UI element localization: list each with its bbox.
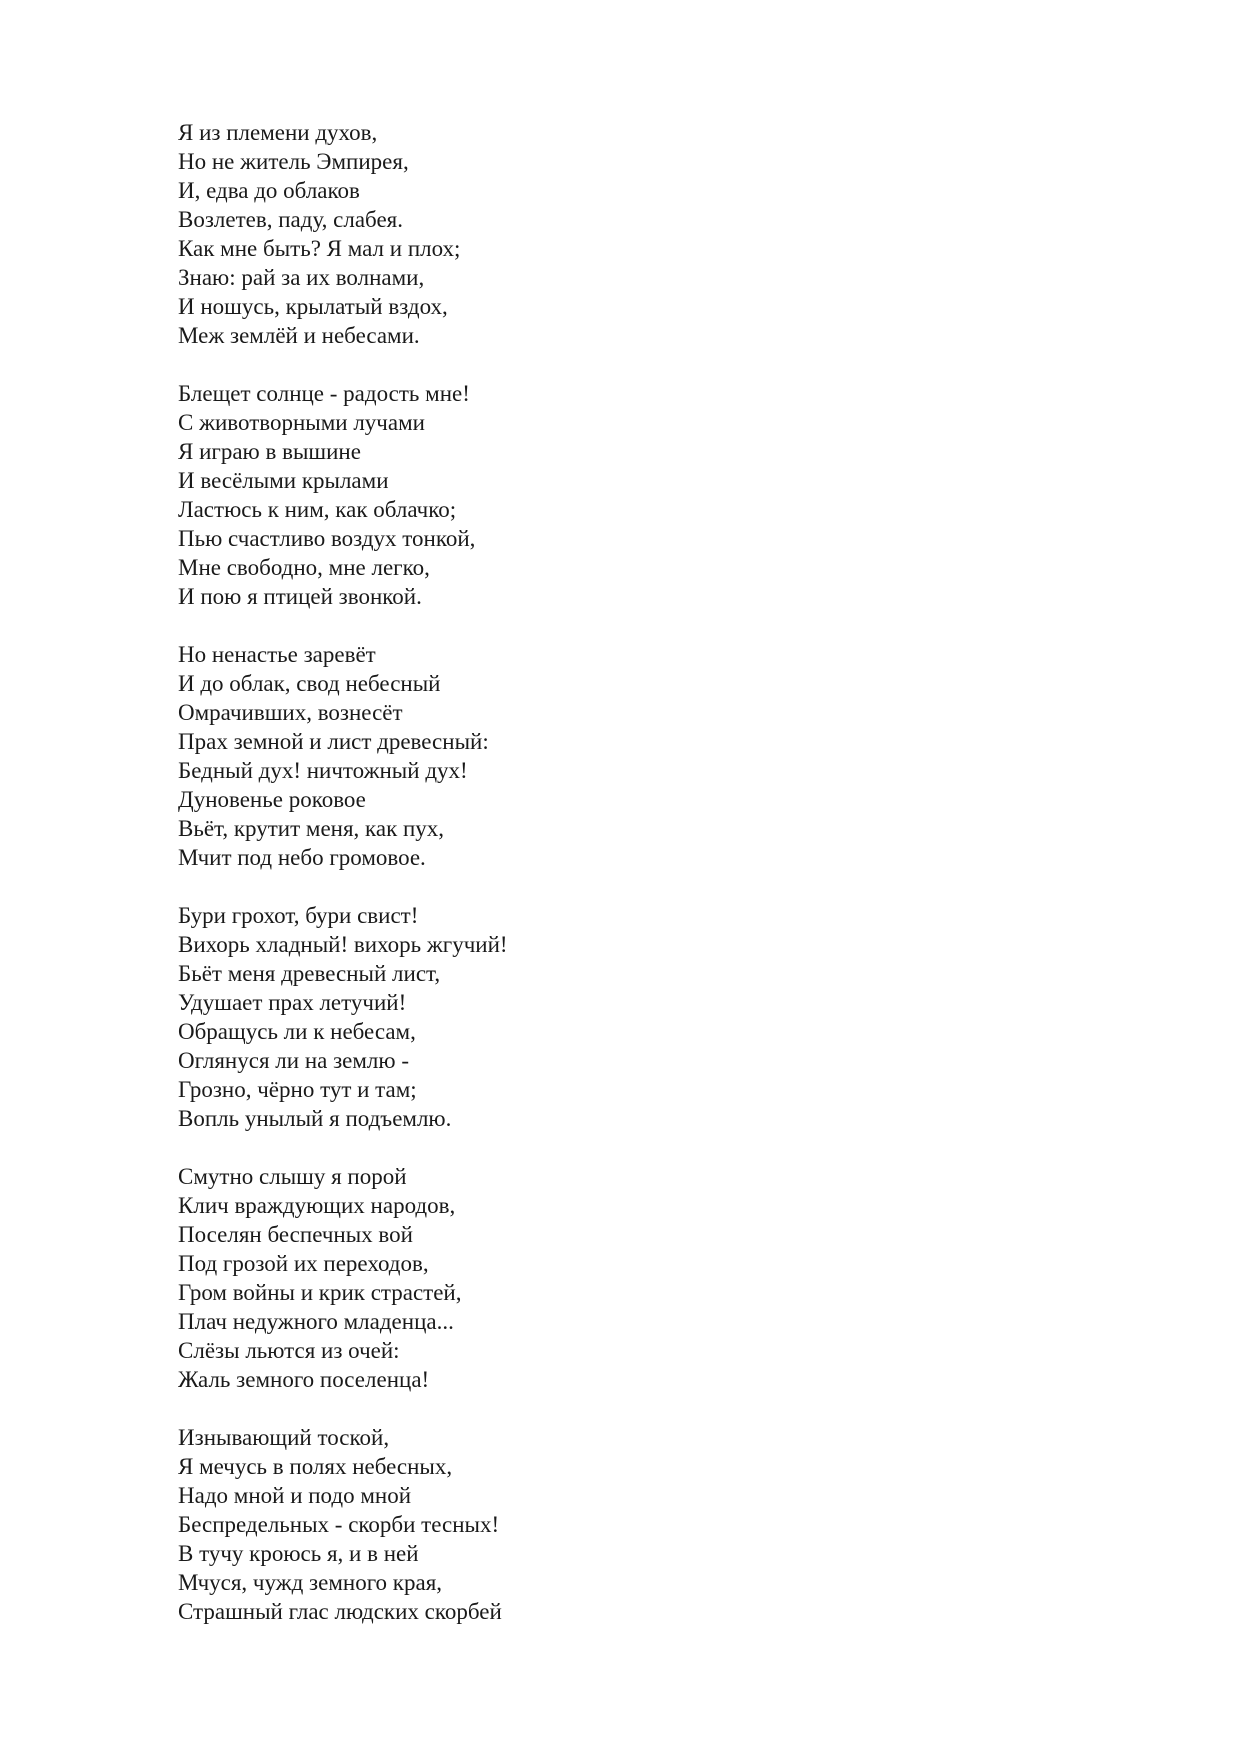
poem-line: Возлетев, паду, слабея. bbox=[178, 207, 403, 232]
poem-line: Поселян беспечных вой bbox=[178, 1222, 413, 1247]
poem-line: Оглянуся ли на землю - bbox=[178, 1048, 409, 1073]
stanza-5 bbox=[178, 1162, 938, 1394]
poem-line: Мчуся, чужд земного края, bbox=[178, 1570, 443, 1595]
stanza-4 bbox=[178, 901, 938, 1133]
poem-line: И, едва до облаков bbox=[178, 178, 360, 203]
poem-line: Гром войны и крик страстей, bbox=[178, 1280, 462, 1305]
poem-line: Мчит под небо громовое. bbox=[178, 845, 426, 870]
poem-line: Под грозой их переходов, bbox=[178, 1251, 429, 1276]
stanza-1 bbox=[178, 118, 938, 350]
poem-line: Я из племени духов, bbox=[178, 120, 378, 145]
poem-line: Бьёт меня древесный лист, bbox=[178, 961, 441, 986]
poem-line: С животворными лучами bbox=[178, 410, 425, 435]
poem-line: Бури грохот, бури свист! bbox=[178, 903, 419, 928]
poem-line: Грозно, чёрно тут и там; bbox=[178, 1077, 417, 1102]
poem-line: Омрачивших, вознесёт bbox=[178, 700, 403, 725]
poem-text bbox=[178, 118, 938, 1626]
poem-line: Плач недужного младенца... bbox=[178, 1309, 454, 1334]
poem-line: Прах земной и лист древесный: bbox=[178, 729, 489, 754]
poem-line: Обращусь ли к небесам, bbox=[178, 1019, 416, 1044]
poem-line: Знаю: рай за их волнами, bbox=[178, 265, 425, 290]
poem-line: Дуновенье роковое bbox=[178, 787, 366, 812]
poem-line: Я мечусь в полях небесных, bbox=[178, 1454, 453, 1479]
poem-line: Меж землёй и небесами. bbox=[178, 323, 420, 348]
poem-line: В тучу кроюсь я, и в ней bbox=[178, 1541, 419, 1566]
poem-line: Бедный дух! ничтожный дух! bbox=[178, 758, 468, 783]
poem-line: Страшный глас людских скорбей bbox=[178, 1599, 502, 1624]
poem-line: Вихорь хладный! вихорь жгучий! bbox=[178, 932, 508, 957]
poem-line: Пью счастливо воздух тонкой, bbox=[178, 526, 476, 551]
poem-line: Вопль унылый я подъемлю. bbox=[178, 1106, 452, 1131]
poem-line: И ношусь, крылатый вздох, bbox=[178, 294, 448, 319]
poem-line: И пою я птицей звонкой. bbox=[178, 584, 422, 609]
poem-line: И весёлыми крылами bbox=[178, 468, 389, 493]
poem-line: Блещет солнце - радость мне! bbox=[178, 381, 470, 406]
poem-line: Но ненастье заревёт bbox=[178, 642, 376, 667]
poem-line: Клич враждующих народов, bbox=[178, 1193, 456, 1218]
poem-line: Изнывающий тоской, bbox=[178, 1425, 390, 1450]
poem-line: Жаль земного поселенца! bbox=[178, 1367, 430, 1392]
poem-line: Как мне быть? Я мал и плох; bbox=[178, 236, 461, 261]
poem-line: Вьёт, крутит меня, как пух, bbox=[178, 816, 445, 841]
poem-line: Слёзы льются из очей: bbox=[178, 1338, 400, 1363]
poem-line: Беспредельных - скорби тесных! bbox=[178, 1512, 500, 1537]
poem-line: Ластюсь к ним, как облачко; bbox=[178, 497, 457, 522]
poem-line: Смутно слышу я порой bbox=[178, 1164, 407, 1189]
poem-line: Удушает прах летучий! bbox=[178, 990, 407, 1015]
poem-line: Мне свободно, мне легко, bbox=[178, 555, 430, 580]
stanza-2 bbox=[178, 379, 938, 611]
poem-line: Я играю в вышине bbox=[178, 439, 361, 464]
poem-line: Но не житель Эмпирея, bbox=[178, 149, 409, 174]
stanza-3 bbox=[178, 640, 938, 872]
poem-line: И до облак, свод небесный bbox=[178, 671, 441, 696]
stanza-6 bbox=[178, 1423, 938, 1626]
poem-line: Надо мной и подо мной bbox=[178, 1483, 412, 1508]
